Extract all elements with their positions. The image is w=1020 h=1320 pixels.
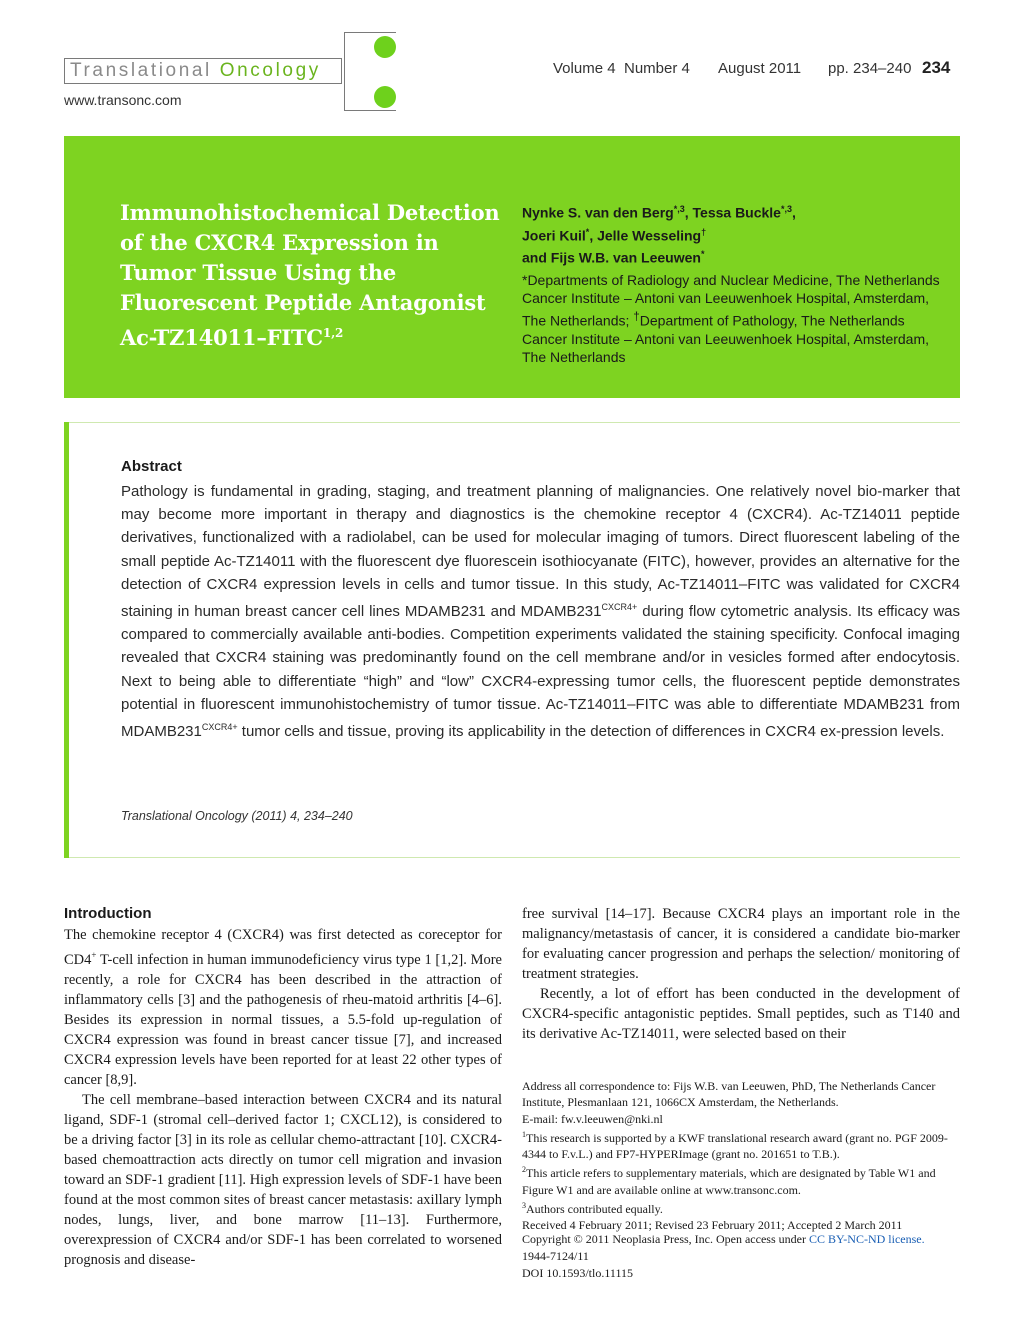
citation: Translational Oncology (2011) 4, 234–240: [121, 809, 353, 823]
author-name: Joeri Kuil: [522, 227, 586, 244]
superscript: +: [91, 950, 97, 960]
paragraph-text: T-cell infection in human immunodeficiency virus type 1 [1,2]. More recently, a role for CXCR4 has been described in the attraction of inflammatory cells [3] and the pathogenesis of rheu-matoid arthritis [4–6]. Besides its expression in normal tissues, a 5.5-fold up-regulation of CXCR4 expression was found in breast cancer tissue [7], and increased CXCR4 expression levels have been reported for at least 22 other types of cancer [8,9].: [64, 951, 502, 1088]
author-mark: †: [701, 226, 707, 237]
author-separator: ,: [684, 204, 693, 221]
affiliation-pathology: Department of Pathology, The Netherlands Cancer Institute – Antoni van Leeuwenhoek Hospital, Amsterdam, The Netherlands: [522, 312, 930, 365]
article-title: [120, 198, 500, 353]
abstract-divider-top: [69, 422, 960, 423]
footnote-text: This article refers to supplementary materials, which are designated by Table W1 and Figure W1 and are available online at www.transonc.com.: [522, 1166, 936, 1197]
correspondence-email[interactable]: E-mail: fw.v.leeuwen@nki.nl: [522, 1111, 663, 1126]
article-title-text: Immunohistochemical Detection of the CXCR4 Expression in Tumor Tissue Using the Fluorescent Peptide Antagonist Ac-TZ14011–FITC: [120, 200, 500, 350]
body-column-right: [522, 904, 960, 1044]
logo-dot-icon: [374, 36, 396, 58]
copyright-block: [522, 1231, 962, 1282]
page-number: 234: [922, 58, 951, 77]
copyright-text: Copyright © 2011 Neoplasia Press, Inc. Open access under: [522, 1232, 809, 1246]
author-list: [522, 200, 942, 268]
footnotes: [522, 1078, 962, 1234]
author-name: Nynke S. van den Berg: [522, 204, 674, 221]
abstract-divider-bottom: [69, 857, 960, 858]
paragraph: [64, 925, 502, 1090]
doi: DOI 10.1593/tlo.11115: [522, 1266, 633, 1280]
affiliation-radiology: *Departments of Radiology and Nuclear Medicine, The Netherlands Cancer Institute – Antoni van Leeuwenhoek Hospital, Amsterdam, The Netherlands;: [522, 272, 940, 329]
issue-pages: pp. 234–240: [828, 60, 912, 77]
abstract-text-part: during flow cytometric analysis. Its efficacy was compared to commercially available anti-bodies. Competition experiments validated the staining specificity. Confocal imaging revealed that CXCR4 staining was predominantly found on the cell membrane and/or in vesicles formed after endocytosis. Next to being able to differentiate “high” and “low” CXCR4-expressing tumor cells, the fluorescent peptide demonstrates potential in fluorescent immunohistochemistry of tumor tissue. Ac-TZ14011–FITC was able to differentiate MDAMB231 from MDAMB231: [121, 603, 960, 741]
author-separator: and: [522, 249, 551, 266]
copyright-line: [522, 1231, 962, 1248]
journal-name-part1: Translational: [70, 60, 212, 81]
footnote: [522, 1198, 962, 1217]
license-link[interactable]: CC BY-NC-ND license.: [808, 1232, 925, 1246]
abstract-text-part: Pathology is fundamental in grading, staging, and treatment planning of malignancies. One relatively novel bio-marker that may become more important in therapy and diagnostics is the chemokine receptor 4 (CXCR4). Ac-TZ14011 peptide derivatives, functionalized with a radiolabel, can be used for molecular imaging of tumors. Direct fluorescent labeling of the small peptide Ac-TZ14011 with the fluorescent dye fluorescein isothiocyanate (FITC), however, provides an alternative for the detection of CXCR4 expression levels in cells and tumor tissue. In this study, Ac-TZ14011–FITC was validated for CXCR4 staining in human breast cancer cell lines MDAMB231 and MDAMB231: [121, 483, 960, 621]
logo-frame-bottom: [344, 110, 396, 111]
author-separator: ,: [589, 227, 598, 244]
footnote: [522, 1162, 962, 1198]
journal-logo: [64, 58, 342, 84]
footnote: [522, 1127, 962, 1163]
author-mark: *,3: [780, 204, 792, 214]
body-column-left: [64, 925, 502, 1270]
affiliation-mark: †: [633, 309, 640, 323]
abstract-superscript: CXCR4+: [201, 722, 238, 733]
author-name: Tessa Buckle: [692, 204, 781, 221]
footnote-text: This research is supported by a KWF translational research award (grant no. PGF 2009-4344 to F.v.L.) and FP7-HYPERImage (grant no. 201651 to T.B.).: [522, 1130, 948, 1162]
footnote-text: Authors contributed equally.: [526, 1202, 663, 1217]
issue-number: Number 4: [624, 60, 690, 77]
logo-dot-icon: [374, 86, 396, 108]
issn: 1944-7124/11: [522, 1249, 589, 1263]
footnote-mark: 3: [522, 1201, 526, 1211]
author-mark: *,3: [673, 204, 685, 214]
abstract-heading: Abstract: [121, 458, 182, 475]
abstract-text-part: tumor cells and tissue, proving its applicability in the detection of differences in CXCR4 ex-pression levels.: [237, 723, 945, 741]
journal-name-part2: Oncology: [219, 60, 321, 81]
author-mark: *: [700, 249, 705, 260]
paragraph-text: The chemokine receptor 4 (CXCR4) was first detected as coreceptor for CD4: [64, 927, 502, 968]
abstract-body: [121, 480, 960, 743]
paragraph: Recently, a lot of effort has been conducted in the development of CXCR4-specific antagonistic peptides. Small peptides, such as T140 and its derivative Ac-TZ14011, were selected based on their: [522, 986, 960, 1042]
footnote-mark: 1: [522, 1129, 526, 1139]
author-name: Fijs W.B. van Leeuwen: [550, 249, 701, 266]
paragraph: The cell membrane–based interaction between CXCR4 and its natural ligand, SDF-1 (stromal cell–derived factor 1; CXCL12), is considered to be a driving factor [3] in its role as cellular chemo-attractant [10]. CXCR4-based chemoattraction acts directly on tumor cell migration and invasion toward an SDF-1 gradient [11]. High expression levels of SDF-1 have been found at the most common sites of breast cancer metastasis: axillary lymph nodes, lungs, liver, and bone marrow [11–13]. Furthermore, overexpression of CXCR4 and/or SDF-1 has been correlated to worsened prognosis and disease-: [64, 1091, 502, 1268]
affiliations: [522, 271, 942, 366]
issue-volume: Volume 4: [553, 60, 616, 77]
received-dates: Received 4 February 2011; Revised 23 February 2011; Accepted 2 March 2011: [522, 1218, 903, 1233]
logo-frame-vertical: [344, 32, 345, 110]
footnote-mark: 2: [522, 1165, 526, 1175]
abstract-superscript: CXCR4+: [601, 602, 638, 613]
author-name: Jelle Wesseling: [597, 227, 702, 244]
title-footnote-marks: 1,2: [322, 326, 344, 340]
author-separator: ,: [792, 204, 796, 221]
section-heading-introduction: Introduction: [64, 905, 152, 922]
issue-date: August 2011: [718, 60, 802, 77]
journal-url[interactable]: www.transonc.com: [64, 92, 182, 108]
author-mark: *: [585, 226, 590, 237]
logo-frame-top: [344, 32, 396, 33]
correspondence-address: Address all correspondence to: Fijs W.B. van Leeuwen, PhD, The Netherlands Cancer Institute, Plesmanlaan 121, 1066CX Amsterdam, the Netherlands.: [522, 1079, 936, 1110]
abstract-accent-bar: [64, 422, 69, 858]
paragraph: free survival [14–17]. Because CXCR4 plays an important role in the malignancy/metastasis of cancer, it is considered a candidate bio-marker for evaluating cancer progression and perhaps the selection/ monitoring of treatment strategies.: [522, 906, 960, 982]
